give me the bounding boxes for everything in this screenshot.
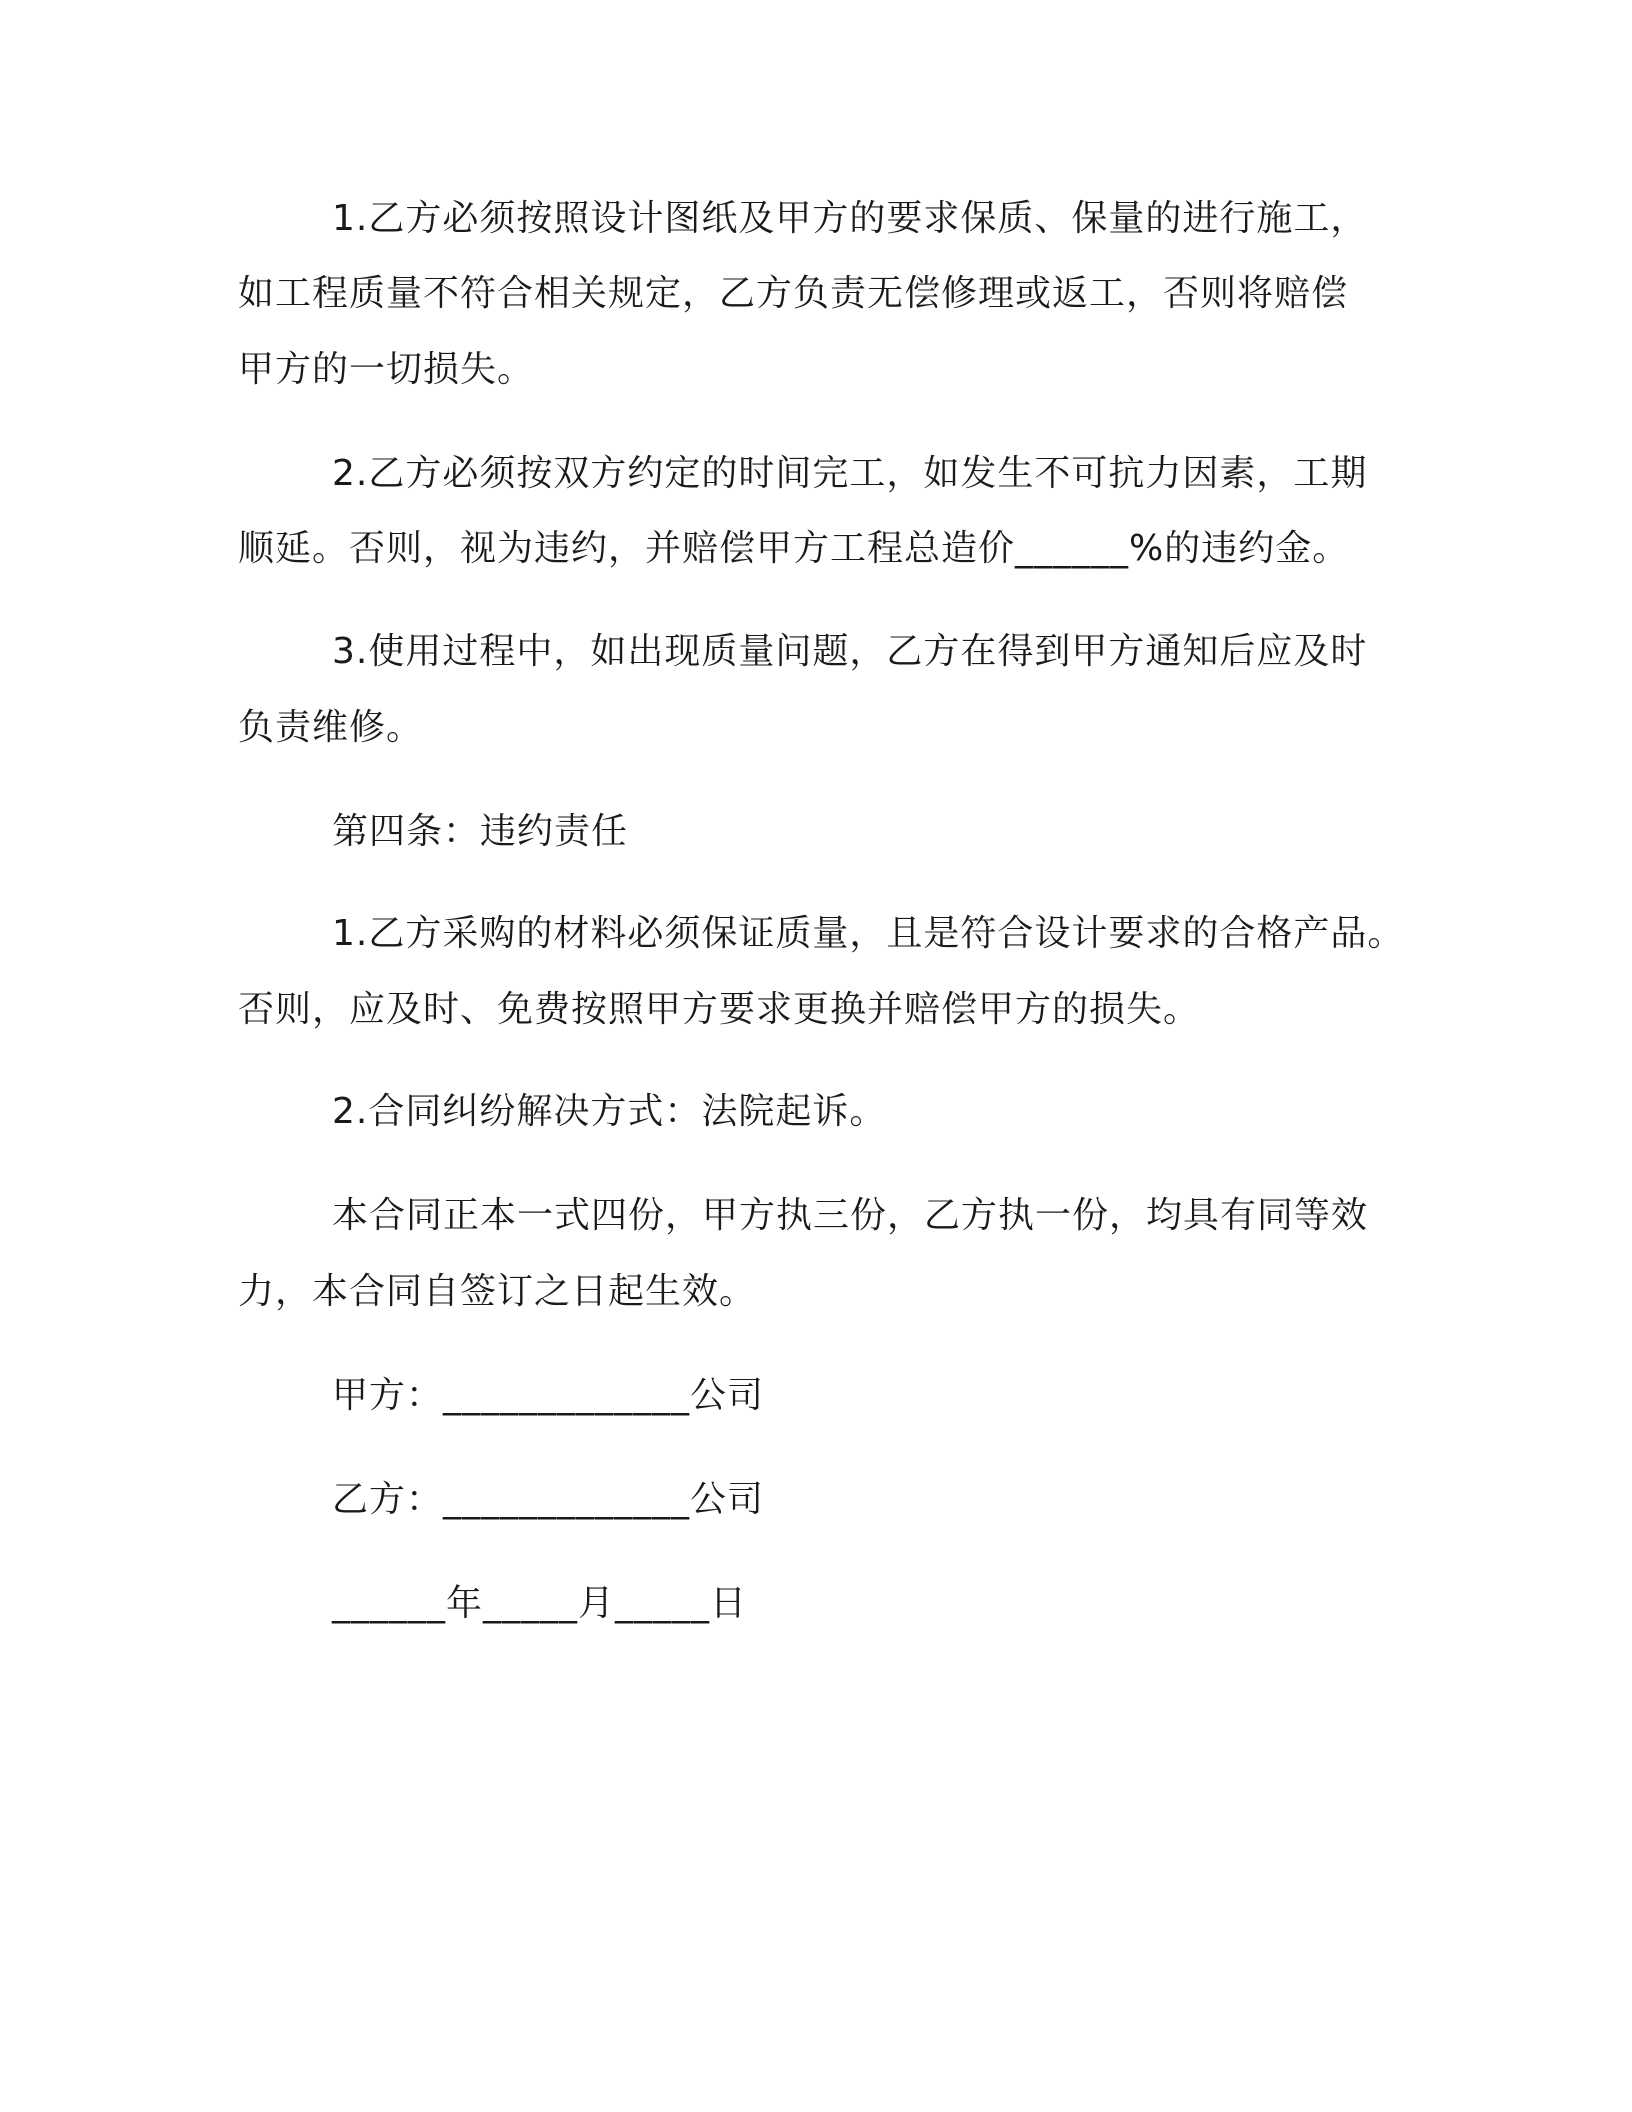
clause-3-item-1-line-1: 1.乙方必须按照设计图纸及甲方的要求保质、保量的进行施工，	[332, 198, 1368, 239]
clause-4-item-1-line-1: 1.乙方采购的材料必须保证质量，且是符合设计要求的合格产品。	[332, 913, 1405, 954]
clause-3-item-2-line-1: 2.乙方必须按双方约定的时间完工，如发生不可抗力因素，工期	[332, 453, 1368, 494]
clause-3-item-2-line-2: 顺延。否则，视为违约，并赔偿甲方工程总造价______%的违约金。	[238, 528, 1350, 569]
clause-3-item-3-line-1: 3.使用过程中，如出现质量问题，乙方在得到甲方通知后应及时	[332, 631, 1368, 672]
party-a-signature-line: 甲方：_____________公司	[332, 1375, 765, 1416]
date-line: ______年_____月_____日	[332, 1583, 748, 1624]
section-heading-article-4: 第四条：违约责任	[332, 811, 629, 852]
party-b-signature-line: 乙方：_____________公司	[332, 1479, 765, 1520]
clause-4-item-1-line-2: 否则，应及时、免费按照甲方要求更换并赔偿甲方的损失。	[238, 989, 1201, 1030]
clause-3-item-1-line-2: 如工程质量不符合相关规定，乙方负责无偿修理或返工，否则将赔偿	[238, 273, 1349, 314]
clause-4-item-2: 2.合同纠纷解决方式：法院起诉。	[332, 1091, 887, 1132]
clause-3-item-3-line-2: 负责维修。	[238, 707, 424, 748]
clause-3-item-1-line-3: 甲方的一切损失。	[238, 349, 535, 390]
copies-clause-line-1: 本合同正本一式四份，甲方执三份，乙方执一份，均具有同等效	[332, 1195, 1369, 1236]
copies-clause-line-2: 力，本合同自签订之日起生效。	[238, 1271, 757, 1312]
